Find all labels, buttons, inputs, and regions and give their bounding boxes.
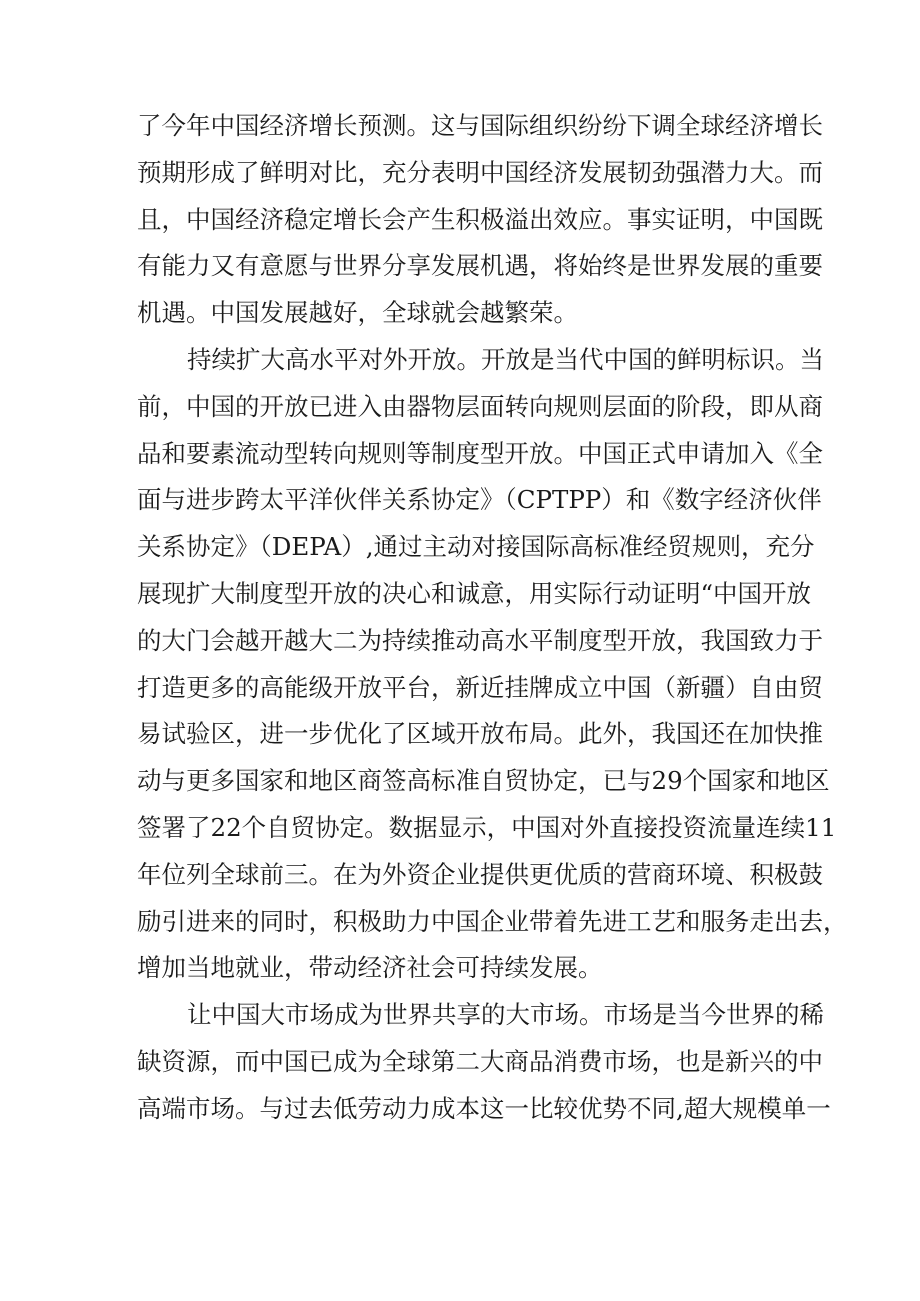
body-line: 有能力又有意愿与世界分享发展机遇，将始终是世界发展的重要 (137, 251, 823, 281)
body-line: 高端市场。与过去低劳动力成本这一比较优势不同,超大规模单一 (137, 1093, 831, 1123)
body-line: 的大门会越开越大二为持续推动高水平制度型开放，我国致力于 (137, 625, 823, 655)
body-line: 展现扩大制度型开放的决心和诚意，用实际行动证明“中国开放 (137, 578, 812, 608)
body-line: 打造更多的高能级开放平台，新近挂牌成立中国（新疆）自由贸 (137, 672, 823, 702)
body-line: 签署了22个自贸协定。数据显示，中国对外直接投资流量连续11 (137, 812, 837, 842)
body-line: 缺资源，而中国已成为全球第二大商品消费市场，也是新兴的中 (137, 1046, 823, 1076)
body-line: 易试验区，进一步优化了区域开放布局。此外，我国还在加快推 (137, 719, 823, 749)
body-line: 年位列全球前三。在为外资企业提供更优质的营商环境、积极鼓 (137, 859, 823, 889)
body-line: 面与进步跨太平洋伙伴关系协定》（CPTPP）和《数字经济伙伴 (137, 485, 822, 515)
body-line: 让中国大市场成为世界共享的大市场。市场是当今世界的稀 (187, 1000, 824, 1030)
body-line: 关系协定》（DEPA）,通过主动对接国际高标准经贸规则，充分 (137, 532, 815, 562)
body-line: 且，中国经济稳定增长会产生积极溢出效应。事实证明，中国既 (137, 204, 823, 234)
body-line: 动与更多国家和地区商签高标准自贸协定，已与29个国家和地区 (137, 766, 830, 796)
body-line: 前，中国的开放已进入由器物层面转向规则层面的阶段，即从商 (137, 391, 823, 421)
body-line: 励引进来的同时，积极助力中国企业带着先进工艺和服务走出去， (137, 906, 848, 936)
document-body (137, 103, 848, 1133)
body-line: 机遇。中国发展越好，全球就会越繁荣。 (137, 298, 578, 328)
body-line: 了今年中国经济增长预测。这与国际组织纷纷下调全球经济增长 (137, 111, 823, 140)
body-line: 品和要素流动型转向规则等制度型开放。中国正式申请加入《全 (137, 438, 823, 468)
body-line: 增加当地就业，带动经济社会可持续发展。 (137, 953, 603, 983)
body-line: 持续扩大高水平对外开放。开放是当代中国的鲜明标识。当 (187, 344, 824, 374)
body-line: 预期形成了鲜明对比，充分表明中国经济发展韧劲强潜力大。而 (137, 157, 823, 187)
